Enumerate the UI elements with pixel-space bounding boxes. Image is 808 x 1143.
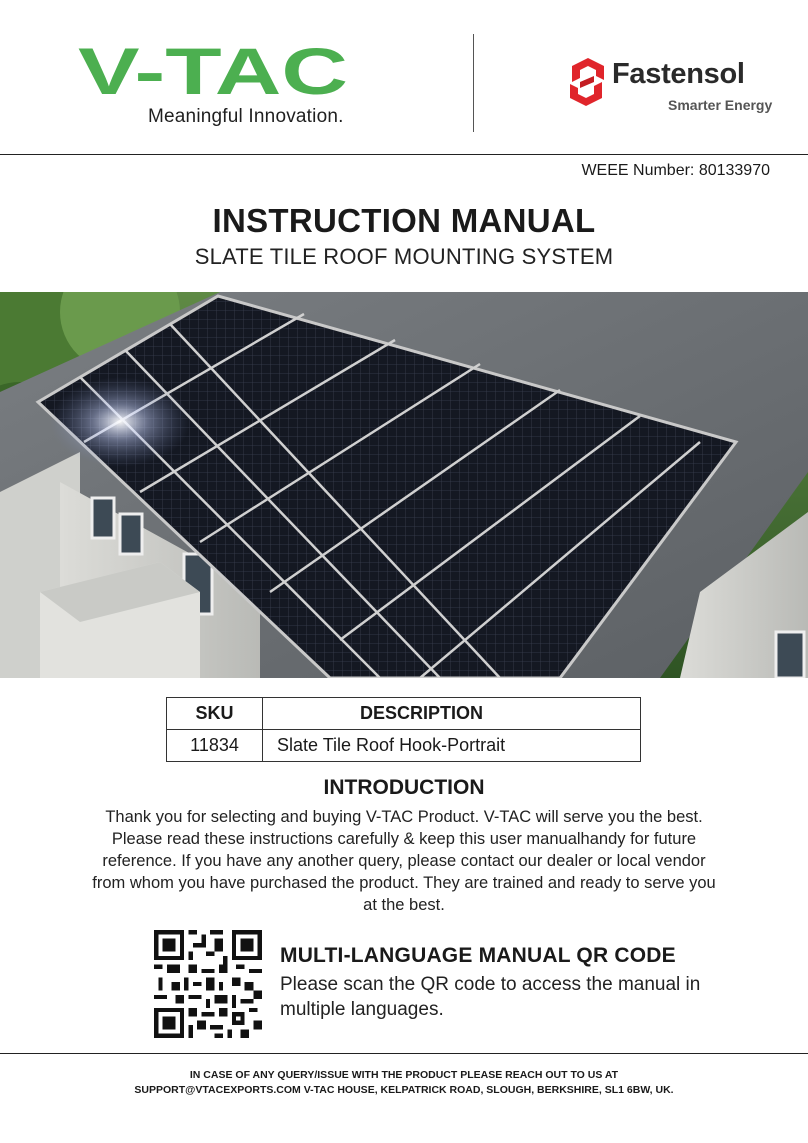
table-cell-description: Slate Tile Roof Hook-Portrait xyxy=(263,730,641,762)
qr-code[interactable] xyxy=(154,930,262,1038)
qr-body: Please scan the QR code to access the manual in multiple languages. xyxy=(280,974,701,1020)
table-row xyxy=(167,730,641,762)
qr-heading: MULTI-LANGUAGE MANUAL QR CODE xyxy=(280,944,676,967)
solar-roof-photo xyxy=(0,292,808,678)
intro-body: Thank you for selecting and buying V-TAC Product. V-TAC will serve you the best. Please read these instructions carefully & keep this user manualhandy for future reference. If you have any another query, please contact our dealer or local vendor from whom you have purchased the product. They are trained and ready to serve you at the best. xyxy=(92,808,716,914)
page-subtitle: SLATE TILE ROOF MOUNTING SYSTEM xyxy=(194,244,614,269)
fastensol-logo-icon xyxy=(566,56,608,108)
weee-number: WEEE Number: 80133970 xyxy=(581,162,770,179)
table-cell-sku: 11834 xyxy=(167,730,263,762)
footer xyxy=(0,1068,808,1098)
intro-heading: INTRODUCTION xyxy=(323,776,485,799)
header xyxy=(0,0,808,152)
vtac-tagline: Meaningful Innovation. xyxy=(148,106,344,127)
footer-line-1: IN CASE OF ANY QUERY/ISSUE WITH THE PRODUCT PLEASE REACH OUT TO US AT xyxy=(189,1069,619,1081)
vtac-logo xyxy=(78,40,350,100)
header-divider xyxy=(473,34,474,132)
fastensol-tagline: Smarter Energy xyxy=(668,97,773,113)
page-title: INSTRUCTION MANUAL xyxy=(212,202,596,239)
footer-line-2[interactable]: SUPPORT@VTACEXPORTS.COM V-TAC HOUSE, KELPATRICK ROAD, SLOUGH, BERKSHIRE, SL1 6BW, UK. xyxy=(134,1084,674,1096)
top-divider xyxy=(0,154,808,155)
table-header-row xyxy=(167,698,641,730)
vtac-logo-text: V-TAC xyxy=(78,40,348,100)
bottom-divider xyxy=(0,1053,808,1054)
table-header-description: DESCRIPTION xyxy=(263,698,641,730)
fastensol-name: Fastensol xyxy=(612,58,745,90)
sku-table xyxy=(166,697,641,762)
table-header-sku: SKU xyxy=(167,698,263,730)
